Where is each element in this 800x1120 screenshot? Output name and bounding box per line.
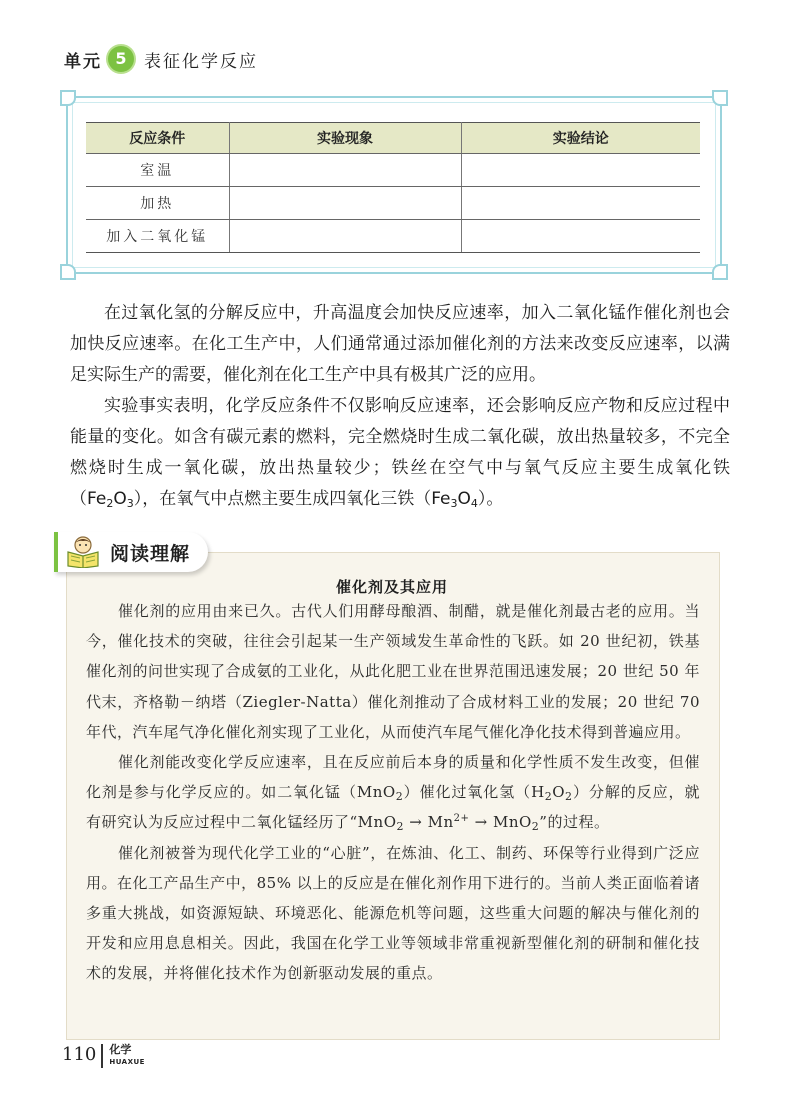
experiment-table-frame (66, 96, 722, 274)
unit-label: 单元 (64, 51, 102, 72)
frame-corner-decoration (712, 264, 728, 280)
column-header-condition: 反应条件 (86, 123, 229, 154)
footer-divider (101, 1044, 103, 1068)
subject-name-cn: 化学 (109, 1043, 132, 1056)
reading-book-icon (64, 536, 102, 568)
conclusion-cell[interactable] (461, 187, 700, 220)
body-paragraph-1: 在过氧化氢的分解反应中，升高温度会加快反应速率，加入二氧化锰作催化剂也会加快反应速率。在化工生产中，人们通常通过添加催化剂的方法来改变反应速率，以满足实际生产的需要，催化剂在化工生产中具有极其广泛的应用。 (70, 303, 730, 385)
reading-title: 催化剂及其应用 (335, 578, 448, 596)
reading-paragraph-3: 催化剂被誉为现代化学工业的“心脏”，在炼油、化工、制药、环保等行业得到广泛应用。在化工产品生产中，85% 以上的反应是在催化剂作用下进行的。当前人类正面临着诸多重大挑战，如资源短缺、环境恶化、能源危机等问题，这些重大问题的解决与催化剂的开发和应用息息相关。因此，我国在化学工业等领域非常重视新型催化剂的研制和催化技术的发展，并将催化技术作为创新驱动发展的重点。 (86, 843, 700, 983)
phenomenon-cell[interactable] (229, 154, 461, 187)
body-paragraph-2: 实验事实表明，化学反应条件不仅影响反应速率，还会影响反应产物和反应过程中能量的变化。如含有碳元素的燃料，完全燃烧时生成二氧化碳，放出热量较多，不完全燃烧时生成一氧化碳，放出热量较少；铁丝在空气中与氧气反应主要生成氧化铁$(Fe_2O_3)$，在氧气中点燃主要生成四氧化三铁$(Fe_3O_4)$。 (70, 396, 730, 510)
unit-header (64, 44, 258, 74)
reading-section-label: 阅读理解 (110, 542, 191, 565)
page-footer (62, 1044, 145, 1068)
conclusion-cell[interactable] (461, 220, 700, 253)
experiment-table (86, 122, 700, 253)
condition-cell: 加热 (86, 187, 229, 220)
frame-corner-decoration (60, 90, 76, 106)
column-header-phenomenon: 实验现象 (229, 123, 461, 154)
conclusion-cell[interactable] (461, 154, 700, 187)
reading-section-tab (54, 532, 208, 572)
subject-name-en: HUAXUE (109, 1058, 145, 1066)
table-header-row (86, 123, 700, 154)
reading-paragraph-2: 催化剂能改变化学反应速率，且在反应前后本身的质量和化学性质不发生改变，但催化剂是参与化学反应的。如二氧化锰（MnO$_2$）催化过氧化氢$(H_2O_2)$分解的反应，就有研究认为反应过程中二氧化锰经历了“$MnO_2 \to Mn^{2+} \to MnO_2$”的过程。 (86, 753, 700, 834)
frame-corner-decoration (712, 90, 728, 106)
table-row (86, 154, 700, 187)
phenomenon-cell[interactable] (229, 220, 461, 253)
body-text (70, 298, 730, 515)
phenomenon-cell[interactable] (229, 187, 461, 220)
condition-cell: 加入二氧化锰 (86, 220, 229, 253)
column-header-conclusion: 实验结论 (461, 123, 700, 154)
table-row (86, 187, 700, 220)
unit-title: 表征化学反应 (144, 51, 258, 72)
unit-number-badge: 5 (108, 46, 134, 72)
table-row (86, 220, 700, 253)
subject-brand (109, 1044, 145, 1068)
page-number: 110 (62, 1044, 97, 1065)
frame-corner-decoration (60, 264, 76, 280)
reading-paragraph-1: 催化剂的应用由来已久。古代人们用酵母酿酒、制醋，就是催化剂最古老的应用。当今，催化技术的突破，往往会引起某一生产领域发生革命性的飞跃。如 20 世纪初，铁基催化剂的问世实现了合成氨的工业化，从此化肥工业在世界范围迅速发展；20 世纪 50 年代末，齐格勒－纳塔（Ziegler-Natta）催化剂推动了合成材料工业的发展；20 世纪 70 年代，汽车尾气净化催化剂实现了工业化，从而使汽车尾气催化净化技术得到普遍应用。 (86, 602, 700, 741)
condition-cell: 室温 (86, 154, 229, 187)
reading-content (86, 596, 700, 989)
